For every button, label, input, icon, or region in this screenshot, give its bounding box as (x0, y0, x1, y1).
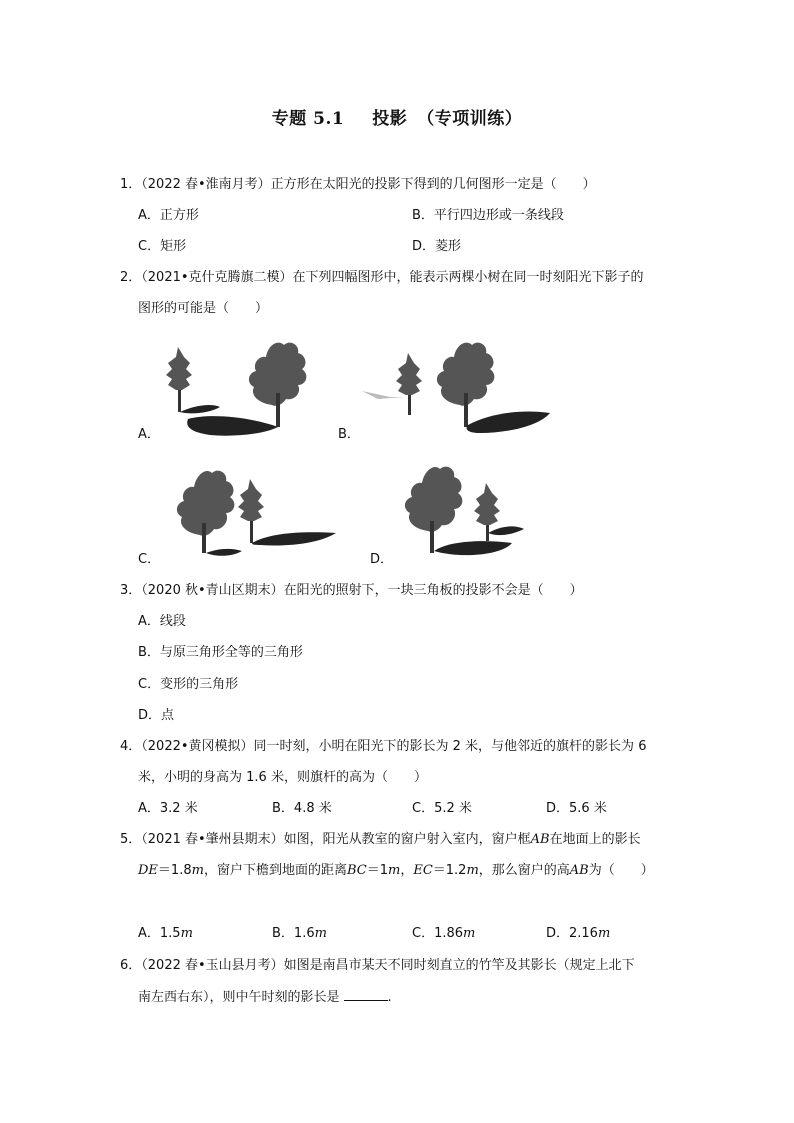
answer-blank[interactable] (344, 988, 388, 1001)
q1-option-b: B．平行四边形或一条线段 (412, 208, 564, 223)
question-3: 3．（2020 秋•青山区期末）在阳光的照射下，一块三角板的投影不会是（ ） (120, 583, 583, 598)
q5-text-b: 在地面上的影长 (549, 832, 641, 847)
question-5-line-1 (120, 831, 641, 849)
q3-option-c: C．变形的三角形 (138, 677, 239, 692)
title-main: 投影 (372, 109, 408, 129)
q5-option-d (546, 925, 610, 943)
q5-var-ab-2: AB (569, 863, 589, 878)
q5-option-d-unit: m (597, 926, 611, 941)
q5-option-c (412, 925, 475, 943)
question-1: 1．（2022 春•淮南月考）正方形在太阳光的投影下得到的几何图形一定是（ ） (120, 177, 596, 192)
q6-text: 南左西右东），则中午时刻的影长是 (138, 990, 340, 1005)
q4-option-a: A．3.2 米 (138, 801, 198, 816)
q5-var-de: DE (138, 863, 158, 878)
q3-option-a: A．线段 (138, 614, 186, 629)
q5-mid-2: ， (400, 863, 414, 878)
q2-figure-c (160, 455, 340, 565)
q2-label-b: B． (338, 427, 360, 442)
q5-mid-3: ，那么窗户的高 (478, 863, 570, 878)
question-2-line-2: 图形的可能是（ ） (138, 301, 269, 316)
q5-option-a-unit: m (180, 926, 193, 941)
q1-option-a: A．正方形 (138, 208, 199, 223)
q2-label-a: A． (138, 427, 160, 442)
q5-eq-3: ＝1.2 (432, 863, 467, 878)
q5-tail: 为（ ） (588, 863, 654, 878)
q5-eq-1: ＝1.8 (157, 863, 192, 878)
q4-option-b: B．4.8 米 (272, 801, 332, 816)
q3-option-d: D．点 (138, 708, 175, 723)
q5-eq-2: ＝1 (366, 863, 388, 878)
q5-mid-1: ，窗户下檐到地面的距离 (203, 863, 347, 878)
q5-var-ec: EC (413, 863, 433, 878)
q5-option-b (272, 925, 327, 943)
q5-option-a-label: A．1.5 (138, 926, 181, 941)
q2-label-d: D． (370, 552, 394, 567)
q5-option-c-label: C．1.86 (412, 926, 464, 941)
q2-figure-d (392, 455, 572, 565)
q5-option-d-label: D．2.16 (546, 926, 598, 941)
q2-label-c: C． (138, 552, 161, 567)
q5-unit-3: m (466, 863, 479, 878)
question-4-line-1: 4．（2022•黄冈模拟）同一时刻，小明在阳光下的影长为 2 米，与他邻近的旗杆的影长为 6 (120, 739, 647, 754)
title-prefix: 专题 5.1 (271, 109, 345, 129)
q5-option-b-unit: m (314, 926, 327, 941)
title-suffix: （专项训练） (417, 109, 523, 129)
q4-option-d: D．5.6 米 (546, 801, 607, 816)
question-4-line-2: 米，小明的身高为 1.6 米，则旗杆的高为（ ） (138, 770, 427, 785)
q1-option-c: C．矩形 (138, 239, 187, 254)
q2-figure-b (360, 335, 560, 445)
q5-text-a: 5．（2021 春•肇州县期末）如图，阳光从教室的窗户射入室内，窗户框 (120, 832, 531, 847)
q3-option-b: B．与原三角形全等的三角形 (138, 645, 303, 660)
q2-figure-a (150, 335, 340, 445)
question-6-line-2 (138, 988, 392, 1007)
q5-var-bc: BC (346, 863, 367, 878)
question-6-line-1: 6．（2022 春•玉山县月考）如图是南昌市某天不同时刻直立的竹竿及其影长（规定上北下 (120, 958, 635, 973)
q1-option-d: D．菱形 (412, 239, 462, 254)
q5-option-b-label: B．1.6 (272, 926, 315, 941)
q5-unit-2: m (387, 863, 401, 878)
q4-option-c: C．5.2 米 (412, 801, 472, 816)
question-5-line-2 (138, 862, 654, 880)
question-2-line-1: 2．（2021•克什克腾旗二模）在下列四幅图形中，能表示两棵小树在同一时刻阳光下影子的 (120, 270, 644, 285)
page-title (0, 104, 794, 129)
q6-period: . (387, 990, 392, 1005)
q5-var-ab: AB (530, 832, 550, 847)
q5-option-a (138, 925, 193, 943)
q5-option-c-unit: m (463, 926, 476, 941)
q5-unit-1: m (191, 863, 204, 878)
